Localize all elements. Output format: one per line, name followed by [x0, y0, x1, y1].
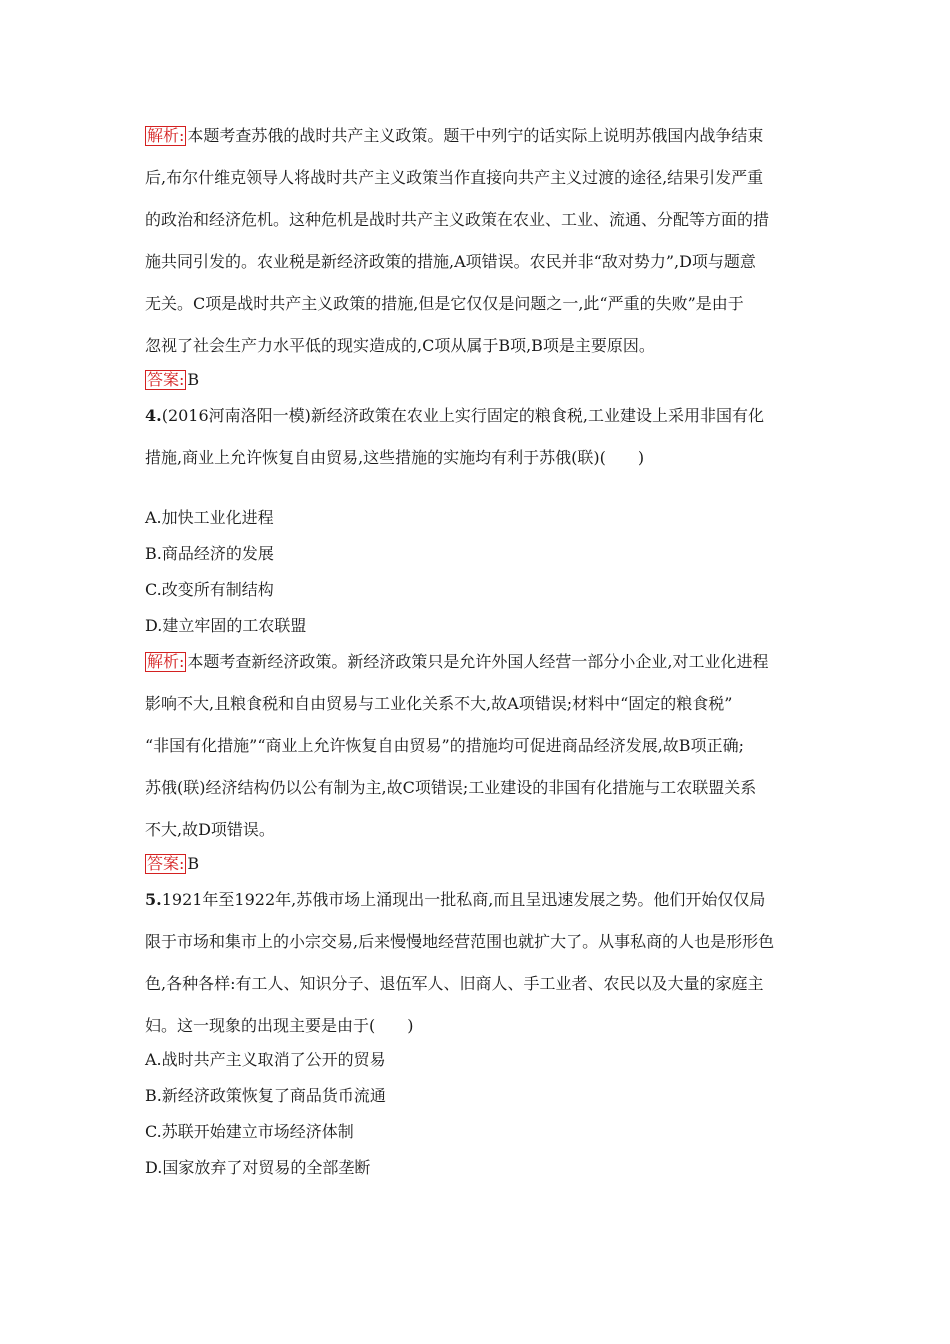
q5-stem-line: 限于市场和集市上的小宗交易,后来慢慢地经营范围也就扩大了。从事私商的人也是形形色: [145, 932, 775, 951]
analysis-tag: 解析:: [147, 652, 185, 671]
answer-tag: 答案:: [147, 854, 185, 873]
q5-option-b: B.新经济政策恢复了商品货币流通: [145, 1086, 386, 1105]
q3-analysis-line: 后,布尔什维克领导人将战时共产主义政策当作直接向共产主义过渡的途径,结果引发严重: [145, 168, 764, 187]
q4-option-d: D.建立牢固的工农联盟: [145, 616, 307, 635]
question-number: 5.: [145, 890, 162, 909]
q4-option-a: A.加快工业化进程: [145, 508, 274, 527]
q5-option-a: A.战时共产主义取消了公开的贸易: [145, 1050, 386, 1069]
q3-answer: [145, 370, 199, 390]
q3-analysis-line: 施共同引发的。农业税是新经济政策的措施,A项错误。农民并非“敌对势力”,D项与题意: [145, 252, 756, 271]
q5-option-d: D.国家放弃了对贸易的全部垄断: [145, 1158, 371, 1177]
q3-analysis-line: 的政治和经济危机。这种危机是战时共产主义政策在农业、工业、流通、分配等方面的措: [145, 210, 770, 229]
analysis-tag: 解析:: [147, 126, 185, 145]
q5-stem-line: 妇。这一现象的出现主要是由于( ): [145, 1016, 414, 1035]
answer-tag: 答案:: [147, 370, 185, 389]
q4-analysis-line: 解析: 本题考查新经济政策。新经济政策只是允许外国人经营一部分小企业,对工业化进程: [147, 652, 769, 671]
q3-analysis-line: 忽视了社会生产力水平低的现实造成的,C项从属于B项,B项是主要原因。: [145, 336, 655, 355]
q4-analysis-line: 不大,故D项错误。: [145, 820, 275, 839]
q3-analysis-line: 解析: 本题考查苏俄的战时共产主义政策。题干中列宁的话实际上说明苏俄国内战争结束: [147, 126, 764, 145]
q4-stem-line: 4.(2016河南洛阳一模)新经济政策在农业上实行固定的粮食税,工业建设上采用非国有化: [145, 406, 764, 425]
q5-option-c: C.苏联开始建立市场经济体制: [145, 1122, 354, 1141]
answer-value: B: [187, 854, 200, 873]
q4-option-c: C.改变所有制结构: [145, 580, 274, 599]
q4-stem-line: 措施,商业上允许恢复自由贸易,这些措施的实施均有利于苏俄(联)( ): [145, 448, 645, 467]
question-number: 4.: [145, 406, 162, 425]
q4-analysis-line: “非国有化措施”“商业上允许恢复自由贸易”的措施均可促进商品经济发展,故B项正确;: [145, 736, 744, 755]
q3-analysis-line: 无关。C项是战时共产主义政策的措施,但是它仅仅是问题之一,此“严重的失败”是由于: [145, 294, 744, 313]
q4-answer: [145, 854, 199, 874]
q4-analysis-line: 影响不大,且粮食税和自由贸易与工业化关系不大,故A项错误;材料中“固定的粮食税”: [145, 694, 733, 713]
q4-analysis-line: 苏俄(联)经济结构仍以公有制为主,故C项错误;工业建设的非国有化措施与工农联盟关系: [145, 778, 757, 797]
answer-value: B: [187, 370, 200, 389]
q5-stem-line: 色,各种各样:有工人、知识分子、退伍军人、旧商人、手工业者、农民以及大量的家庭主: [145, 974, 764, 993]
q5-stem-line: 5.1921年至1922年,苏俄市场上涌现出一批私商,而且呈迅速发展之势。他们开始仅仅局: [145, 890, 766, 909]
q4-option-b: B.商品经济的发展: [145, 544, 274, 563]
